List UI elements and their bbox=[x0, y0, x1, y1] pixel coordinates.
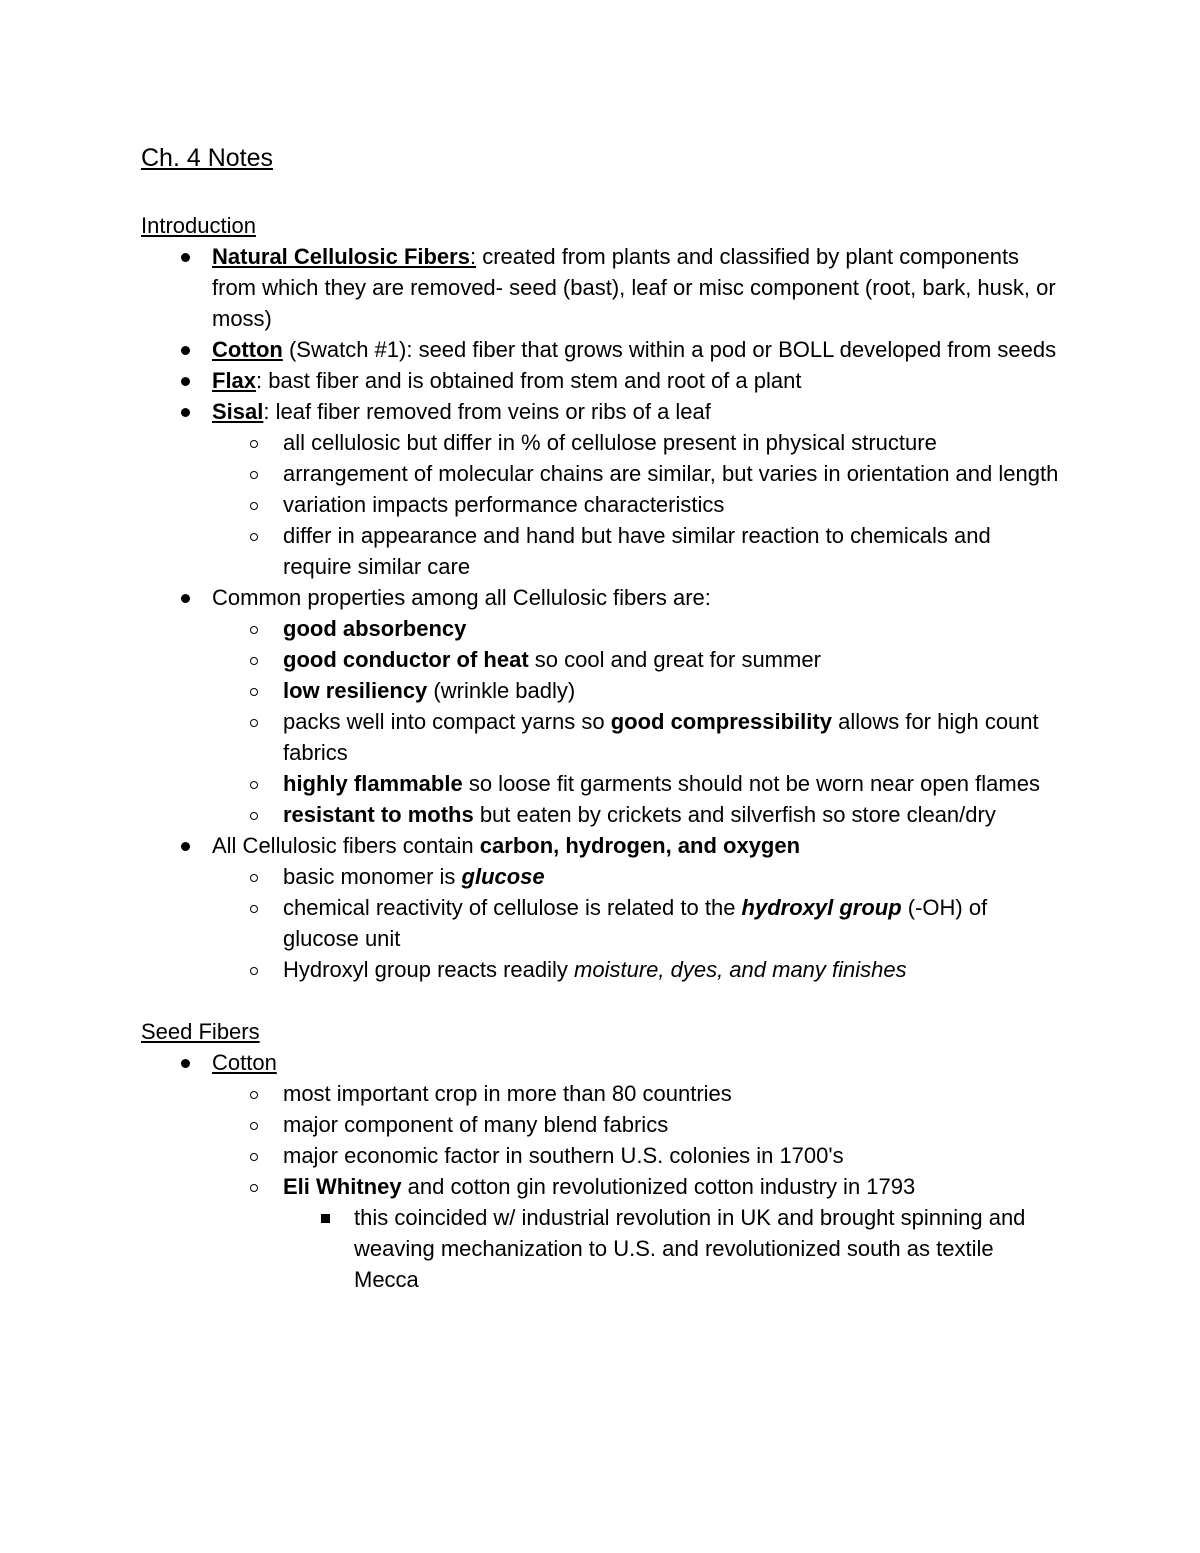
list-item-contain bbox=[141, 830, 1061, 985]
seed-cotton-label: Cotton bbox=[212, 1050, 277, 1075]
term-natural-cellulosic: Natural Cellulosic Fibers bbox=[212, 244, 470, 269]
sub-item bbox=[212, 1140, 1061, 1171]
circle-bullet-icon bbox=[250, 502, 258, 510]
sub-item bbox=[212, 520, 1061, 582]
property-conductor: good conductor of heat bbox=[283, 647, 529, 672]
sub-item-text: (-OH) of glucose unit bbox=[283, 895, 988, 951]
circle-bullet-icon bbox=[250, 905, 258, 913]
circle-bullet-icon bbox=[250, 967, 258, 975]
term-eli-whitney: Eli Whitney bbox=[283, 1174, 402, 1199]
circle-bullet-icon bbox=[250, 626, 258, 634]
bullet-icon bbox=[181, 842, 190, 851]
term-hydroxyl-group: hydroxyl group bbox=[741, 895, 902, 920]
whitney-sublist bbox=[283, 1202, 1061, 1295]
sub-sub-item-text: this coincided w/ industrial revolution in UK and brought spinning and weaving mechanization to U.S. and revolutionized south as textile Mecca bbox=[354, 1205, 1026, 1292]
page-title: Ch. 4 Notes bbox=[141, 144, 274, 172]
sub-item-text: most important crop in more than 80 countries bbox=[283, 1081, 732, 1106]
sub-item bbox=[212, 768, 1061, 799]
sub-item-text: chemical reactivity of cellulose is related to the bbox=[283, 895, 742, 920]
term-separator: : bbox=[469, 244, 477, 269]
contain-elements: carbon, hydrogen, and oxygen bbox=[479, 833, 801, 858]
definition-text: created from plants and classified by plant components from which they are removed- seed (bast), leaf or misc component (root, bark, husk, or moss) bbox=[212, 244, 1056, 331]
sub-item-text: but eaten by crickets and silverfish so store clean/dry bbox=[473, 802, 996, 827]
sub-item-text: differ in appearance and hand but have similar reaction to chemicals and require similar care bbox=[283, 523, 991, 579]
term-sisal: Sisal bbox=[212, 399, 264, 424]
circle-bullet-icon bbox=[250, 874, 258, 882]
sub-item-text: (wrinkle badly) bbox=[427, 678, 576, 703]
spacer bbox=[141, 985, 1061, 1016]
property-resiliency: low resiliency bbox=[283, 678, 428, 703]
sub-item-text: arrangement of molecular chains are similar, but varies in orientation and length bbox=[283, 461, 1059, 486]
hydroxyl-reactants: moisture, dyes, and many finishes bbox=[574, 957, 907, 982]
sub-item-text: so loose fit garments should not be worn near open flames bbox=[462, 771, 1040, 796]
introduction-list bbox=[141, 241, 1061, 985]
circle-bullet-icon bbox=[250, 1091, 258, 1099]
document-page bbox=[141, 140, 1061, 1295]
term-glucose: glucose bbox=[461, 864, 545, 889]
definition-text: (Swatch #1): seed fiber that grows within a pod or BOLL developed from seeds bbox=[282, 337, 1057, 362]
list-item-common-properties bbox=[141, 582, 1061, 830]
definition-text: : leaf fiber removed from veins or ribs of a leaf bbox=[263, 399, 711, 424]
circle-bullet-icon bbox=[250, 812, 258, 820]
sub-item bbox=[212, 706, 1061, 768]
sub-item bbox=[212, 892, 1061, 954]
bullet-icon bbox=[181, 408, 190, 417]
definition-text: : bast fiber and is obtained from stem and root of a plant bbox=[256, 368, 802, 393]
list-item-cotton bbox=[141, 334, 1061, 365]
bullet-icon bbox=[181, 1059, 190, 1068]
property-moths: resistant to moths bbox=[283, 802, 474, 827]
circle-bullet-icon bbox=[250, 533, 258, 541]
circle-bullet-icon bbox=[250, 781, 258, 789]
sub-item bbox=[212, 1078, 1061, 1109]
sub-item bbox=[212, 489, 1061, 520]
sub-item-text: so cool and great for summer bbox=[528, 647, 821, 672]
sub-item-text: Hydroxyl group reacts readily bbox=[283, 957, 575, 982]
circle-bullet-icon bbox=[250, 1184, 258, 1192]
sub-item-text: all cellulosic but differ in % of cellulose present in physical structure bbox=[283, 430, 937, 455]
list-item-seed-cotton bbox=[141, 1047, 1061, 1295]
sub-item bbox=[212, 799, 1061, 830]
list-item-flax bbox=[141, 365, 1061, 396]
sub-item bbox=[212, 1109, 1061, 1140]
sub-item-text: packs well into compact yarns so bbox=[283, 709, 611, 734]
bullet-icon bbox=[181, 346, 190, 355]
property-compressibility: good compressibility bbox=[610, 709, 832, 734]
section-heading-introduction: Introduction bbox=[141, 213, 256, 238]
seed-fibers-list bbox=[141, 1047, 1061, 1295]
sub-sub-item bbox=[283, 1202, 1061, 1295]
circle-bullet-icon bbox=[250, 1122, 258, 1130]
contain-text: All Cellulosic fibers contain bbox=[212, 833, 480, 858]
sub-item-text: variation impacts performance characteristics bbox=[283, 492, 725, 517]
sub-item bbox=[212, 861, 1061, 892]
list-item-natural-cellulosic bbox=[141, 241, 1061, 334]
sub-item bbox=[212, 644, 1061, 675]
sub-item-text: major component of many blend fabrics bbox=[283, 1112, 669, 1137]
sub-item-text: basic monomer is bbox=[283, 864, 462, 889]
seed-cotton-sublist bbox=[212, 1078, 1061, 1295]
sub-item bbox=[212, 613, 1061, 644]
property-flammable: highly flammable bbox=[283, 771, 463, 796]
circle-bullet-icon bbox=[250, 719, 258, 727]
section-heading-seed-fibers: Seed Fibers bbox=[141, 1019, 260, 1044]
square-bullet-icon bbox=[321, 1214, 330, 1223]
bullet-icon bbox=[181, 594, 190, 603]
list-item-sisal bbox=[141, 396, 1061, 582]
sisal-sublist bbox=[212, 427, 1061, 582]
sub-item bbox=[212, 954, 1061, 985]
sub-item bbox=[212, 458, 1061, 489]
circle-bullet-icon bbox=[250, 1153, 258, 1161]
common-properties-text: Common properties among all Cellulosic fibers are: bbox=[212, 585, 711, 610]
contain-sublist bbox=[212, 861, 1061, 985]
circle-bullet-icon bbox=[250, 471, 258, 479]
sub-item bbox=[212, 675, 1061, 706]
sub-item bbox=[212, 1171, 1061, 1295]
sub-item-text: major economic factor in southern U.S. colonies in 1700's bbox=[283, 1143, 844, 1168]
sub-item-text: allows for high count fabrics bbox=[283, 709, 1039, 765]
sub-item-text: and cotton gin revolutionized cotton industry in 1793 bbox=[401, 1174, 916, 1199]
circle-bullet-icon bbox=[250, 688, 258, 696]
term-cotton: Cotton bbox=[212, 337, 283, 362]
property-absorbency: good absorbency bbox=[283, 616, 467, 641]
bullet-icon bbox=[181, 253, 190, 262]
circle-bullet-icon bbox=[250, 440, 258, 448]
circle-bullet-icon bbox=[250, 657, 258, 665]
sub-item bbox=[212, 427, 1061, 458]
term-flax: Flax bbox=[212, 368, 257, 393]
common-properties-sublist bbox=[212, 613, 1061, 830]
bullet-icon bbox=[181, 377, 190, 386]
